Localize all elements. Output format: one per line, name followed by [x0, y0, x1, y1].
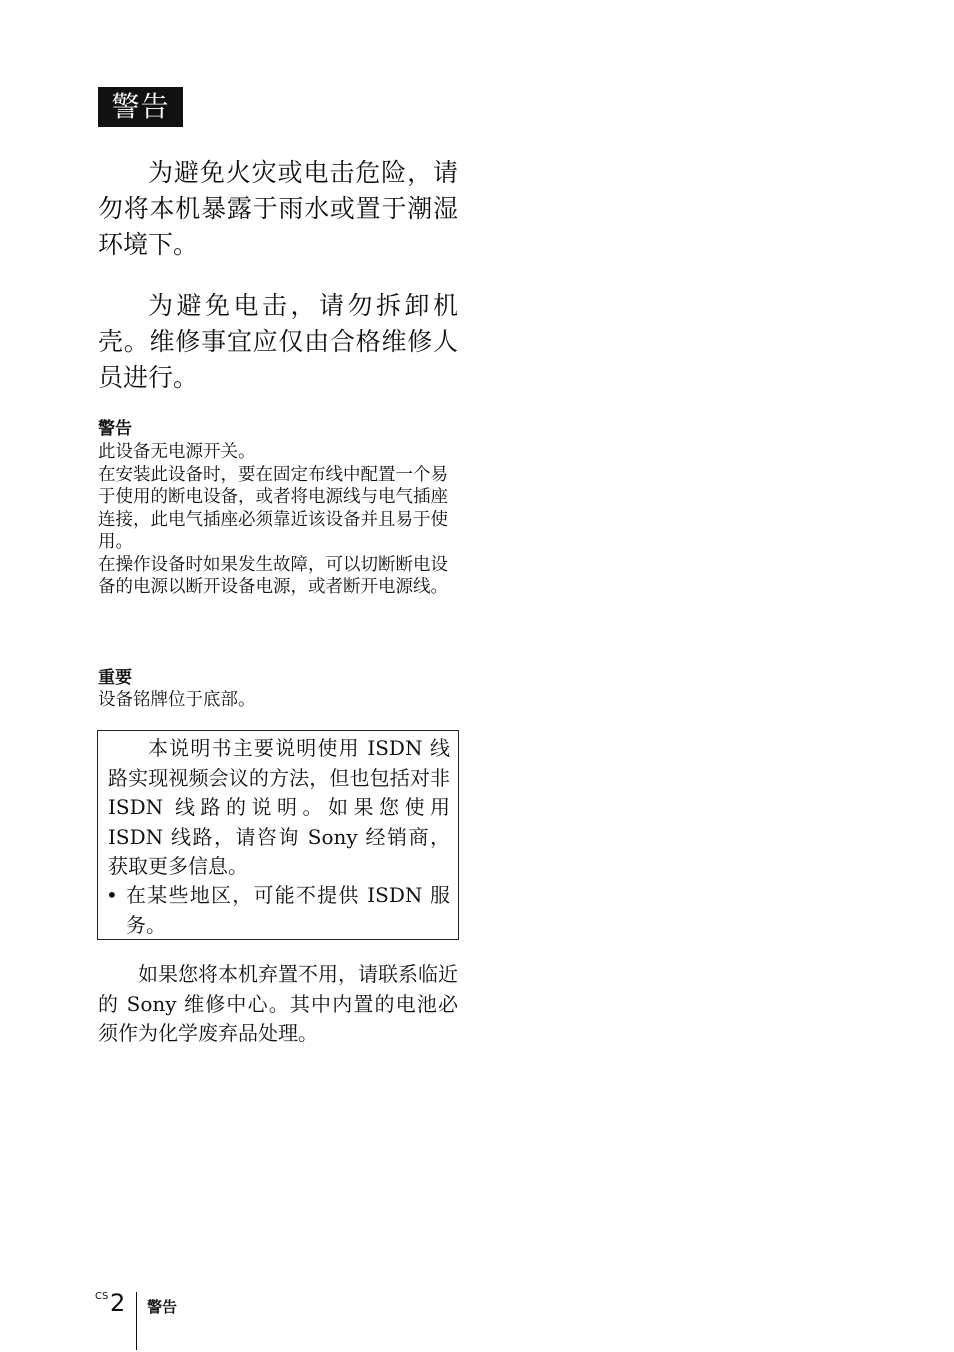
casing-warning: 为避免电击，请勿拆卸机壳。维修事宜应仅由合格维修人员进行。 [98, 291, 458, 392]
nameplate-text: 设备铭牌位于底部。 [98, 690, 256, 710]
important-body [98, 689, 448, 712]
malfunction-text: 在操作设备时如果发生故障，可以切断断电设备的电源以断开设备电源，或者断开电源线。 [98, 554, 448, 597]
isdn-notice-text: 本说明书主要说明使用 ISDN 线路实现视频会议的方法，但也包括对非 ISDN 线路的说明。如果您使用 ISDN 线路，请咨询 Sony 经销商，获取更多信息。 [108, 736, 450, 878]
footer-divider [136, 1292, 137, 1350]
bullet-text: 在某些地区，可能不提供 ISDN 服务。 [126, 883, 450, 937]
fire-shock-warning: 为避免火灾或电击危险，请勿将本机暴露于雨水或置于潮湿环境下。 [98, 158, 458, 259]
isdn-notice-text-block [108, 734, 450, 882]
warning-heading: 警告 [98, 419, 132, 439]
footer-language-code: CS [95, 1291, 109, 1302]
footer-page-number: 2 [110, 1289, 126, 1317]
installation-text: 在安装此设备时，要在固定布线中配置一个易于使用的断电设备，或者将电源线与电气插座连接，此电气插座必须靠近该设备并且易于使用。 [98, 464, 448, 552]
page-title: 警告 [98, 87, 183, 127]
disposal-text: 如果您将本机弃置不用，请联系临近的 Sony 维修中心。其中内置的电池必须作为化学废弃品处理。 [98, 962, 458, 1045]
disposal-notice [98, 960, 458, 1049]
isdn-notice-bullet [106, 881, 450, 940]
warning-body [98, 441, 448, 599]
important-heading: 重要 [98, 668, 132, 688]
footer-section-label: 警告 [147, 1298, 178, 1316]
bullet-icon: • [106, 883, 118, 907]
no-power-switch-text: 此设备无电源开关。 [98, 442, 256, 462]
